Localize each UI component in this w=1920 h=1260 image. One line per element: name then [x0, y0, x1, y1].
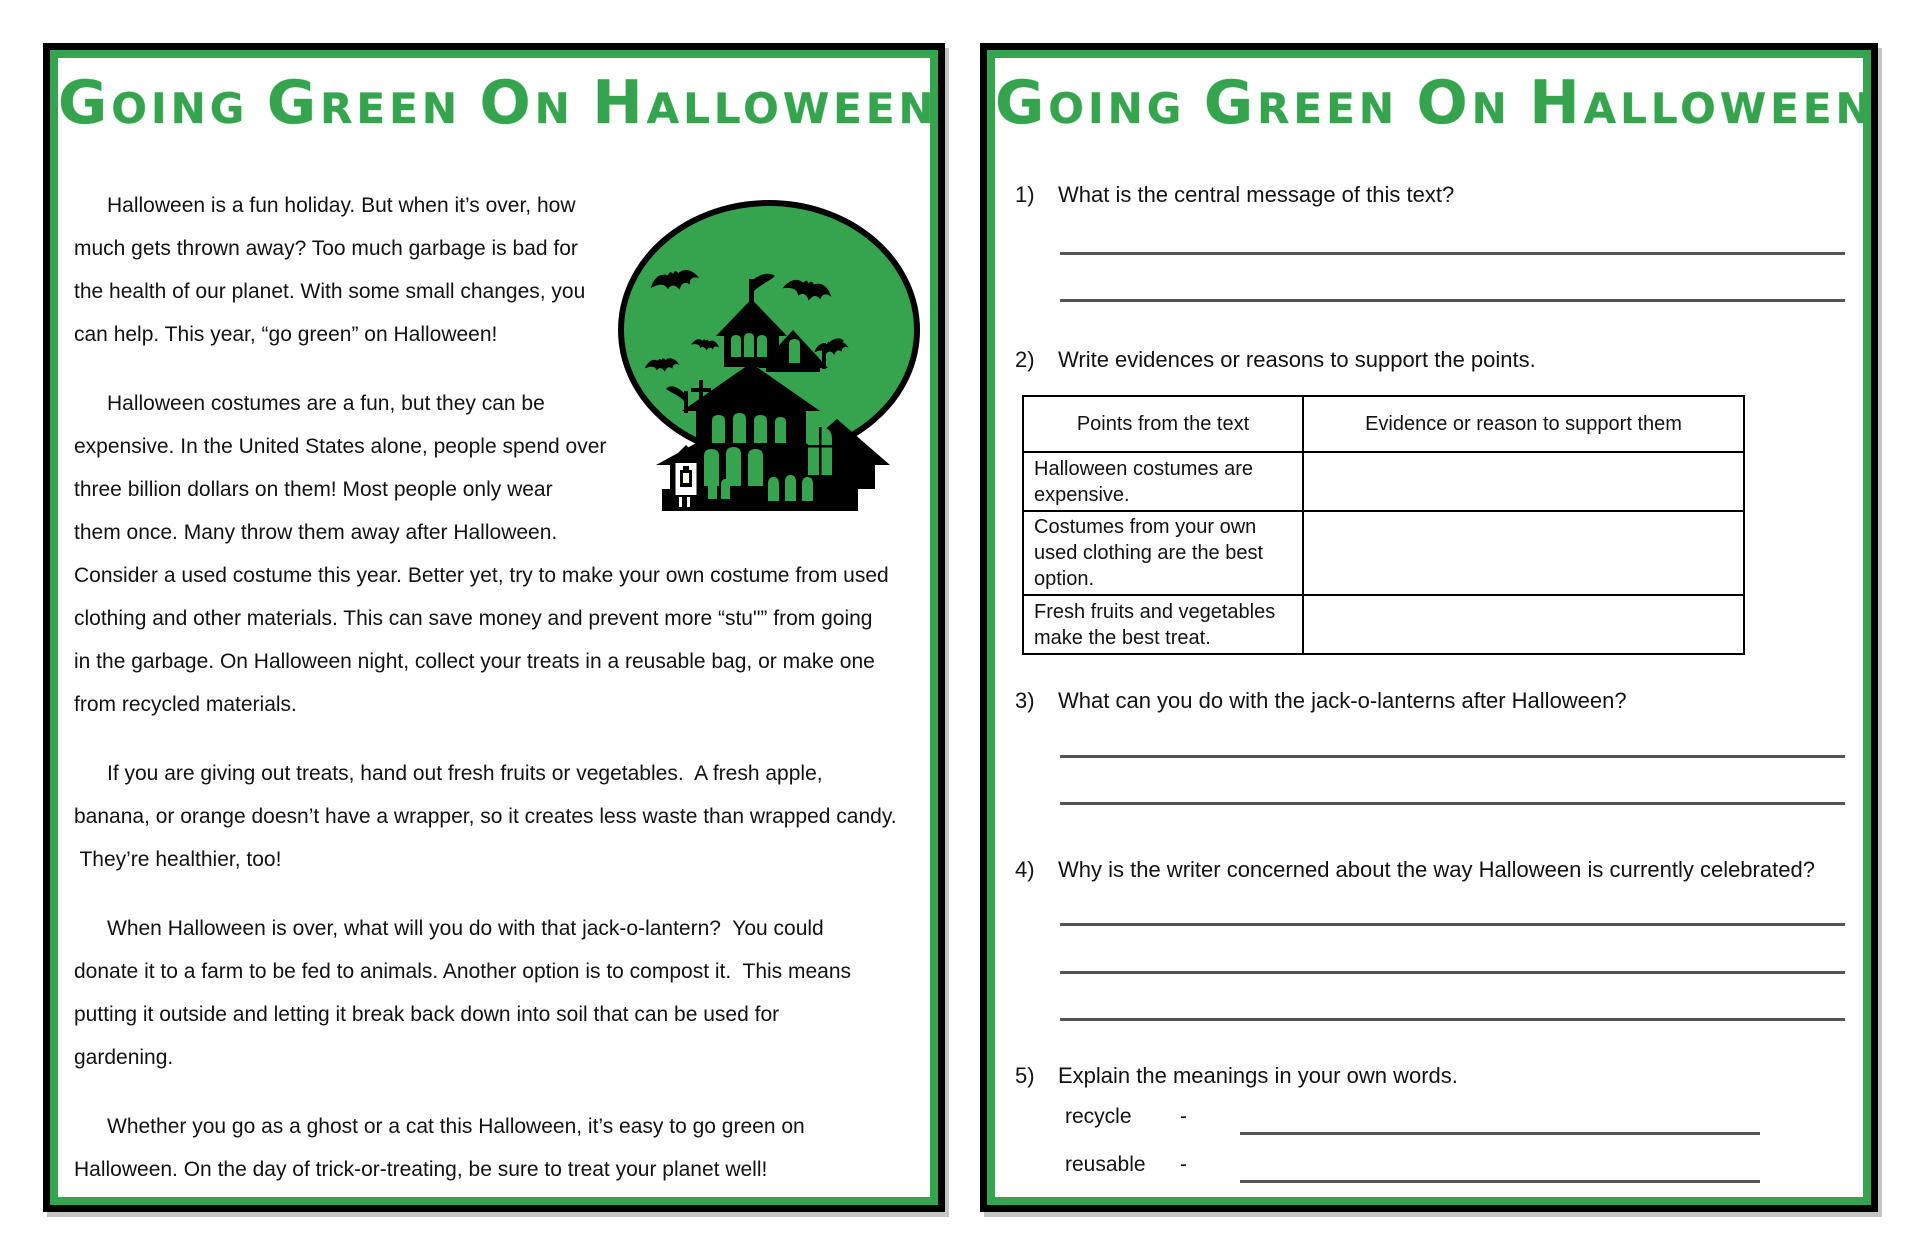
term-dash: - [1180, 1105, 1187, 1128]
passage-line: expensive. In the United States alone, people spend over [74, 435, 607, 458]
table-row [1023, 595, 1744, 654]
halloween-illustration [600, 195, 935, 515]
passage-line: in the garbage. On Halloween night, collect your treats in a reusable bag, or make one [74, 650, 875, 673]
question-5-text: Explain the meanings in your own words. [1058, 1063, 1458, 1088]
question-2-text: Write evidences or reasons to support the points. [1058, 347, 1536, 372]
questions-page-border [987, 50, 1875, 1205]
answer-line[interactable] [1060, 802, 1845, 805]
page-title: GOING GREEN ON HALLOWEEN [58, 68, 938, 138]
answer-line[interactable] [1060, 299, 1845, 302]
passage-line: three billion dollars on them! Most people only wear [74, 478, 553, 501]
answer-line[interactable] [1060, 923, 1845, 926]
passage-line: can help. This year, “go green” on Halloween! [74, 323, 498, 346]
evidence-blank-cell[interactable] [1303, 511, 1744, 595]
question-1-text: What is the central message of this text? [1058, 182, 1455, 207]
passage-line: If you are giving out treats, hand out fresh fruits or vegetables. A fresh apple, [107, 762, 823, 785]
answer-line[interactable] [1240, 1132, 1760, 1135]
question-1 [1015, 182, 1860, 208]
passage-line [74, 726, 908, 752]
question-3-number: 3) [1015, 688, 1035, 713]
passage-line: When Halloween is over, what will you do with that jack-o-lantern? You could [107, 917, 824, 940]
questions-page [980, 43, 1878, 1212]
passage-line: the health of our planet. With some small changes, you [74, 280, 586, 303]
passage-line: banana, or orange doesn’t have a wrapper, so it creates less waste than wrapped candy. [74, 805, 897, 828]
term-word: reusable [1065, 1153, 1146, 1176]
answer-line[interactable] [1060, 1018, 1845, 1021]
passage-page-border [50, 50, 938, 1205]
passage-line: much gets thrown away? Too much garbage is bad for [74, 237, 578, 260]
term-dash: - [1180, 1153, 1187, 1176]
question-5-number: 5) [1015, 1063, 1035, 1088]
passage-line: Halloween costumes are a fun, but they can be [107, 392, 545, 415]
passage-line: from recycled materials. [74, 693, 297, 716]
answer-line[interactable] [1060, 252, 1845, 255]
passage-line: Halloween. On the day of trick-or-treating, be sure to treat your planet well! [74, 1158, 768, 1181]
table-header-points: Points from the text [1023, 396, 1303, 452]
evidence-table [1022, 395, 1745, 655]
passage-line: They’re healthier, too! [74, 848, 282, 871]
question-2 [1015, 347, 1860, 373]
term-word: recycle [1065, 1105, 1132, 1128]
passage-line: Whether you go as a ghost or a cat this Halloween, it’s easy to go green on [107, 1115, 805, 1138]
passage-page [43, 43, 945, 1212]
passage-line [74, 881, 908, 907]
question-3 [1015, 688, 1860, 714]
passage-line: putting it outside and letting it break back down into soil that can be used for [74, 1003, 780, 1026]
passage-line: donate it to a farm to be fed to animals. Another option is to compost it. This means [74, 960, 852, 983]
point-cell: Costumes from your own used clothing are the best option. [1023, 511, 1303, 595]
point-cell: Fresh fruits and vegetables make the best treat. [1023, 595, 1303, 654]
passage-line: clothing and other materials. This can save money and prevent more “stu"” from going [74, 607, 873, 630]
table-header-evidence: Evidence or reason to support them [1303, 396, 1744, 452]
passage-line: them once. Many throw them away after Halloween. [74, 521, 558, 544]
passage-line [74, 1079, 908, 1105]
answer-line[interactable] [1060, 971, 1845, 974]
question-4 [1015, 857, 1860, 883]
evidence-blank-cell[interactable] [1303, 595, 1744, 654]
evidence-blank-cell[interactable] [1303, 452, 1744, 511]
question-4-number: 4) [1015, 857, 1035, 882]
question-4-text: Why is the writer concerned about the way Halloween is currently celebrated? [1058, 857, 1815, 882]
passage-line: gardening. [74, 1046, 174, 1069]
question-2-number: 2) [1015, 347, 1035, 372]
answer-line[interactable] [1060, 755, 1845, 758]
question-5 [1015, 1063, 1860, 1089]
table-row [1023, 511, 1744, 595]
question-1-number: 1) [1015, 182, 1035, 207]
passage-line: Consider a used costume this year. Better yet, try to make your own costume from used [74, 564, 889, 587]
point-cell: Halloween costumes are expensive. [1023, 452, 1303, 511]
page-title: GOING GREEN ON HALLOWEEN [995, 68, 1875, 138]
question-3-text: What can you do with the jack-o-lanterns after Halloween? [1058, 688, 1627, 713]
table-row [1023, 452, 1744, 511]
passage-line: Halloween is a fun holiday. But when it’s over, how [107, 194, 576, 217]
answer-line[interactable] [1240, 1180, 1760, 1183]
